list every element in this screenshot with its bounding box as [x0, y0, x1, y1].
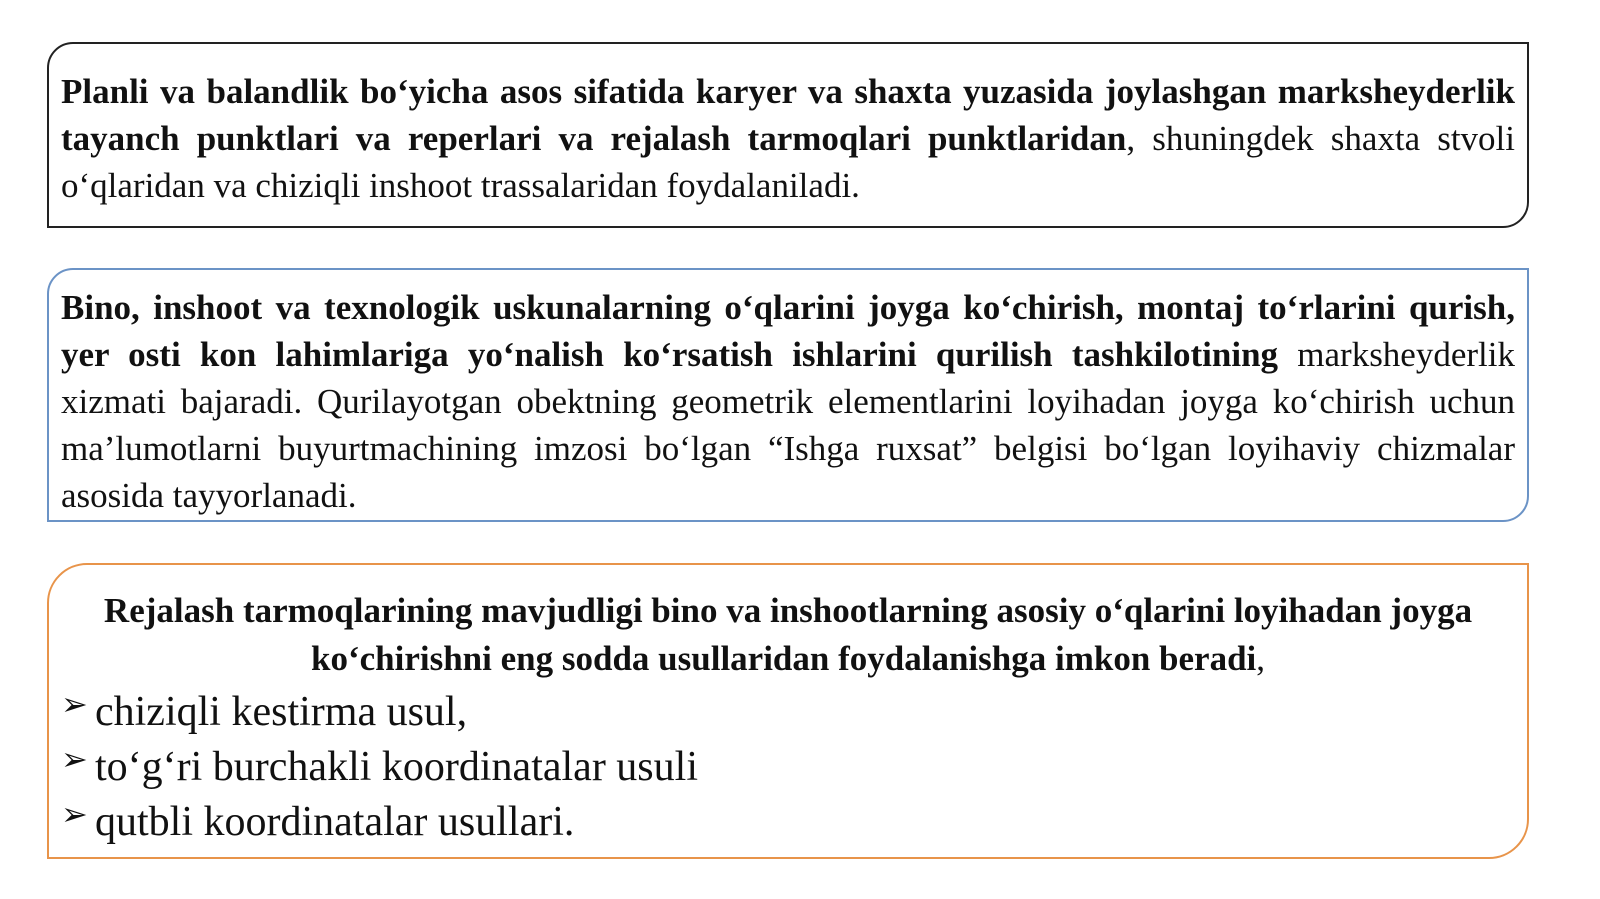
arrow-bullet-icon: ➢ — [61, 685, 88, 723]
regular-text: , — [1256, 639, 1266, 678]
info-box-rejalash — [47, 563, 1529, 859]
bold-lead-text: Bino, inshoot va texnologik uskunalarning o‘qlarini joyga ko‘chirish, montaj to‘rlarini qurish, yer osti kon lahimlariga yo‘nalish ko‘rsatish ishlarini qurilish tashkilotining — [61, 288, 1515, 374]
regular-text: marksheyderlik xizmati bajaradi. Qurilayotgan obektning geometrik elementlarini loyihadan joyga ko‘chirish uchun ma’lumotlarni buyurtmachining imzosi bo‘lgan “Ishga ruxsat” belgisi bo‘lgan loyihaviy chizmalar asosida tayyorlanadi. — [61, 335, 1515, 515]
bold-lead-text: Planli va balandlik bo‘yicha asos sifatida karyer va shaxta yuzasida joylashgan marksheyderlik tayanch punktlari va reperlari va rejalash tarmoqlari punktlaridan — [61, 72, 1515, 158]
list-item — [61, 685, 1515, 740]
arrow-bullet-icon: ➢ — [61, 740, 88, 778]
list-item — [61, 795, 1515, 850]
list-item — [61, 740, 1515, 795]
paragraph-rejalash — [61, 587, 1515, 683]
list-item-text: qutbli koordinatalar usullari. — [95, 799, 575, 845]
bold-lead-text: Rejalash tarmoqlarining mavjudligi bino va inshootlarning asosiy o‘qlarini loyihadan joyga ko‘chirishni eng sodda usullaridan foydalanishga imkon beradi — [103, 591, 1473, 678]
paragraph-planli — [61, 68, 1515, 209]
list-item-text: chiziqli kestirma usul, — [95, 689, 468, 735]
list-item-text: to‘g‘ri burchakli koordinatalar usuli — [95, 744, 698, 790]
regular-text: , shuningdek shaxta stvoli o‘qlaridan va chiziqli inshoot trassalaridan foydalaniladi. — [61, 119, 1515, 205]
info-box-planli — [47, 42, 1529, 228]
arrow-bullet-icon: ➢ — [61, 795, 88, 833]
method-list — [61, 685, 1515, 850]
paragraph-bino — [61, 284, 1515, 519]
info-box-bino — [47, 268, 1529, 522]
